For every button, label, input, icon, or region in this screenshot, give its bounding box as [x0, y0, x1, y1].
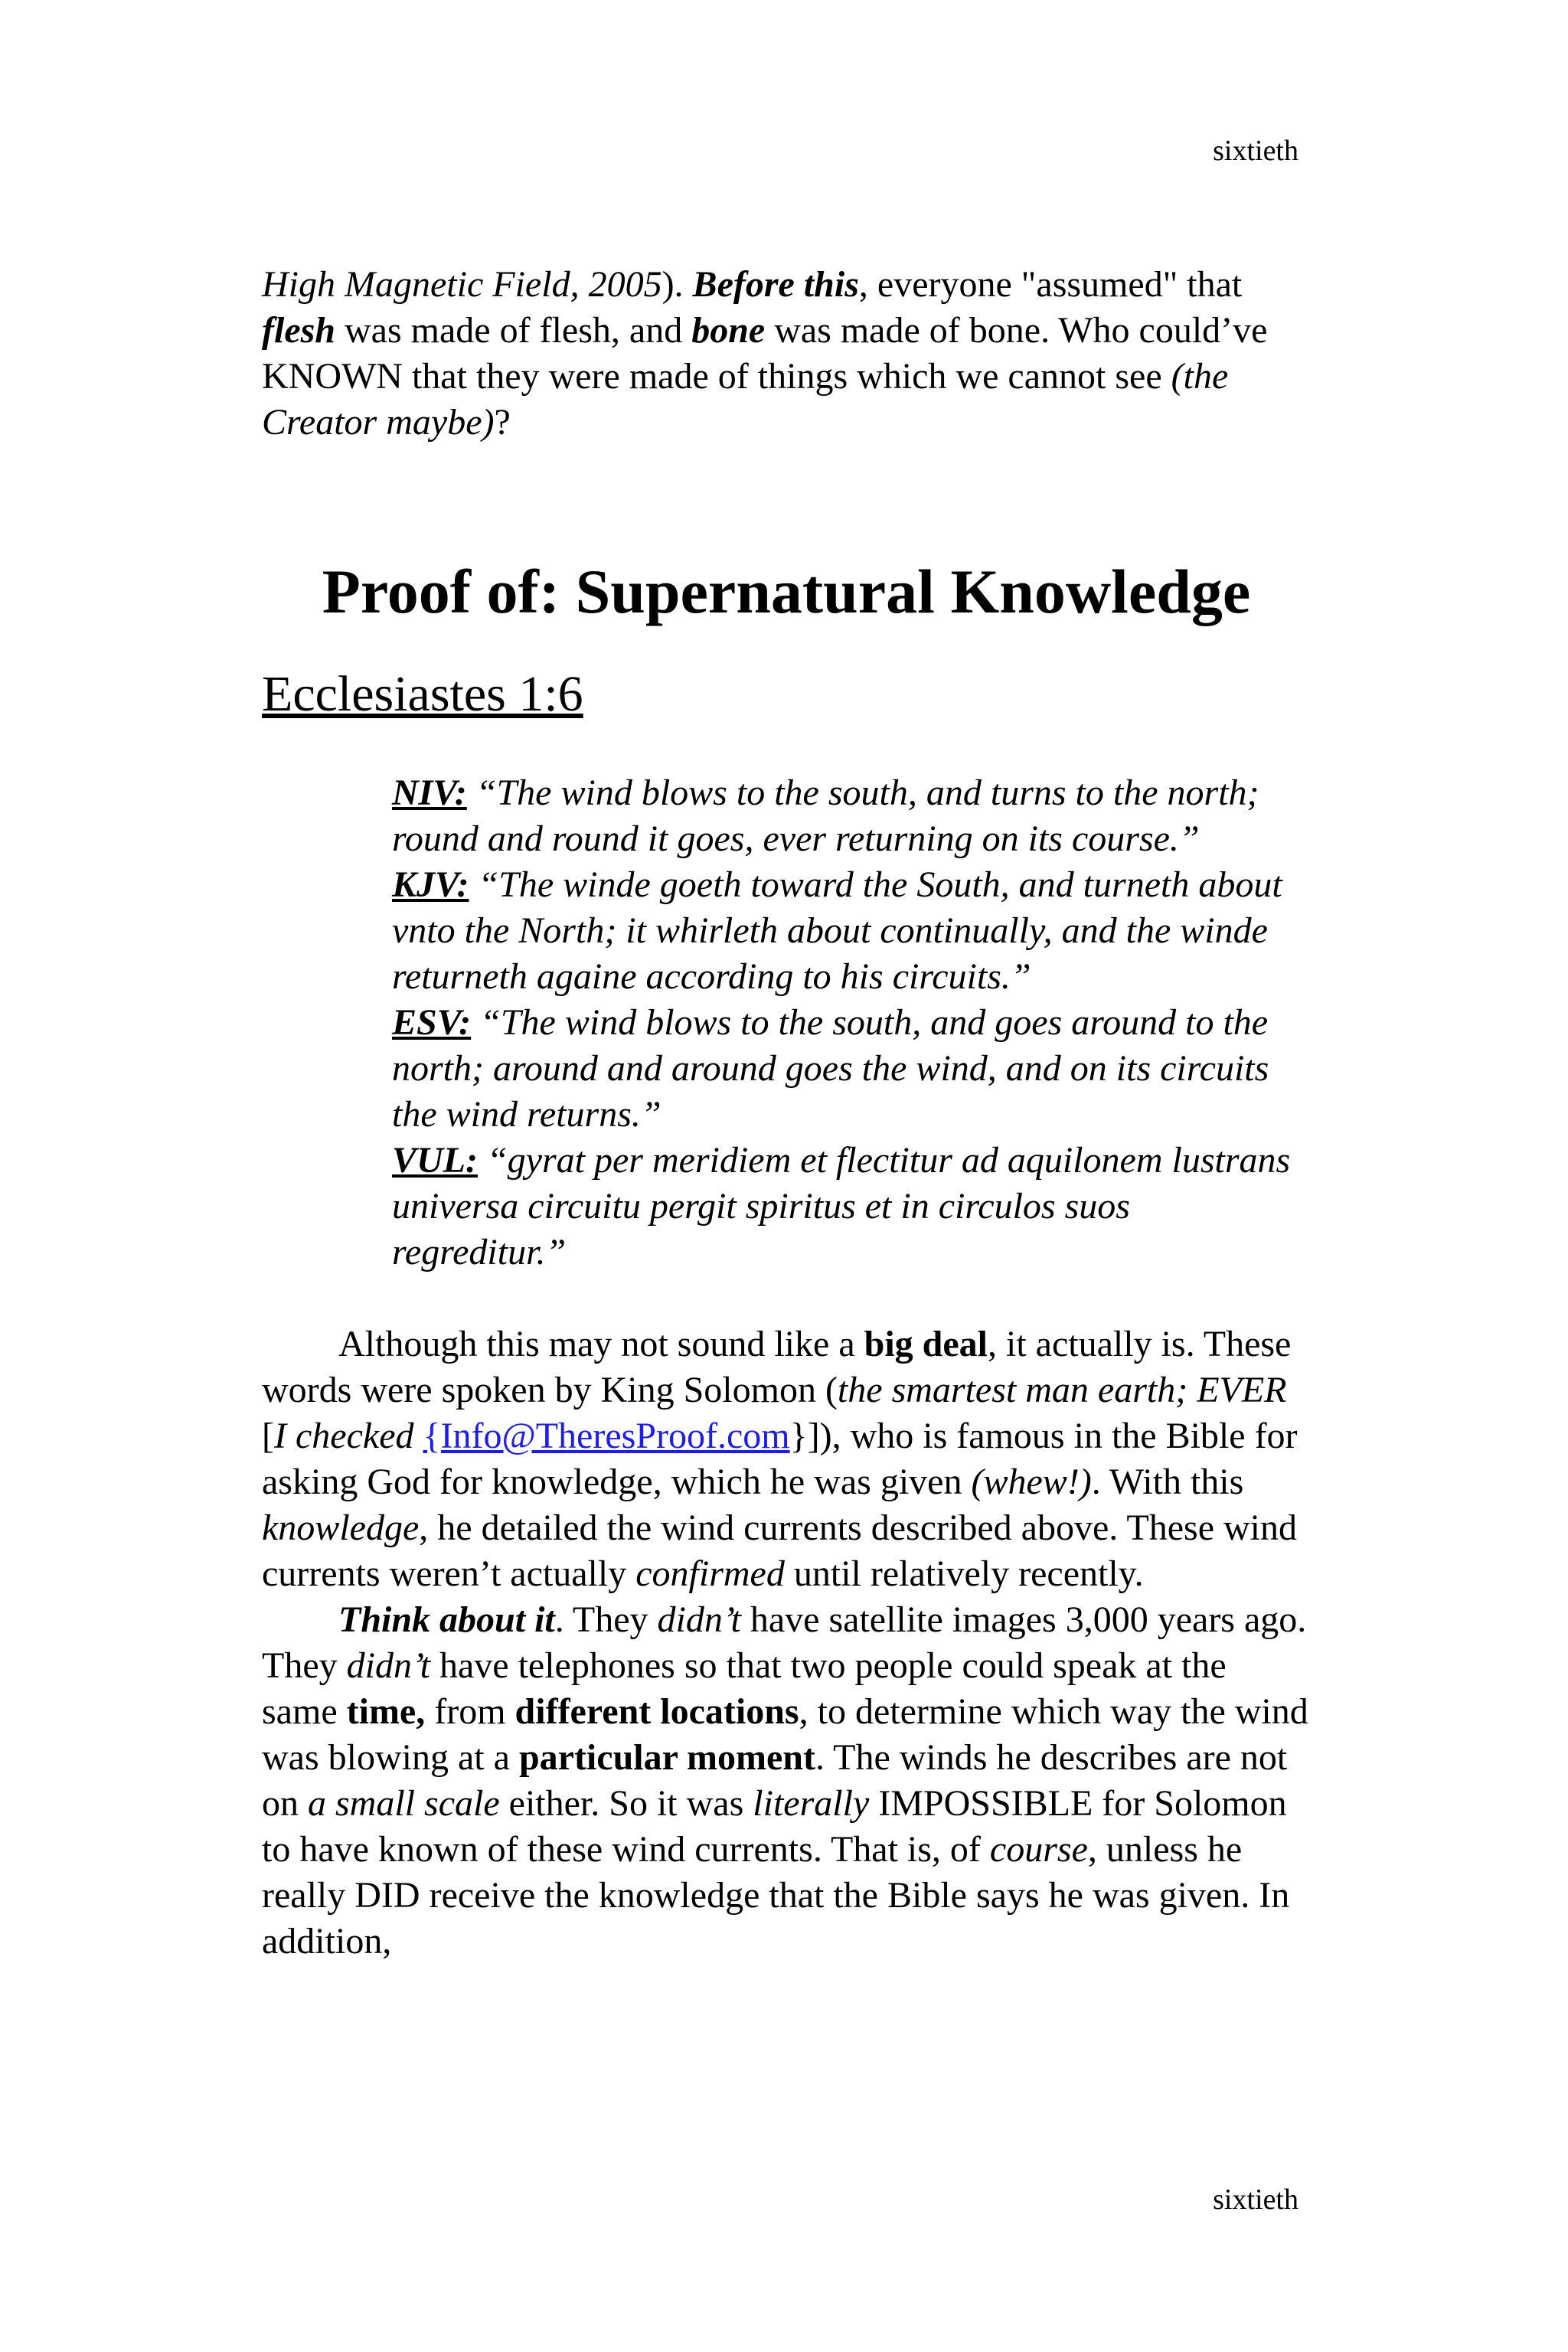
text-run: was made of flesh, and [335, 310, 692, 351]
page-content [262, 262, 1311, 1965]
quote-text: “The wind blows to the south, and turns to the north; round and round it goes, ever returning on its course.” [392, 773, 1259, 859]
text-run: flesh [262, 310, 335, 351]
text-run: the smartest man earth; EVER [837, 1370, 1287, 1410]
quote-niv [392, 770, 1311, 862]
quote-version-label: KJV: [392, 864, 469, 905]
section-title: Proof of: Supernatural Knowledge [322, 557, 1251, 626]
text-run: Before this [692, 264, 859, 305]
text-run: course [989, 1829, 1088, 1870]
text-run: was made of bone. Who could’ve KNOWN that they were made of things which we cannot see [262, 310, 1268, 397]
text-run: (whew!) [971, 1462, 1092, 1502]
quote-version-label: NIV: [392, 773, 467, 813]
text-run: I checked [273, 1416, 423, 1456]
verse-reference: Ecclesiastes 1:6 [262, 666, 583, 722]
text-run: IMPOSSIBLE for Solomon to have known of these wind currents. That is, of [262, 1783, 1287, 1870]
text-run: ? [494, 402, 511, 443]
body-paragraph-2 [262, 1597, 1311, 1965]
intro-paragraph [262, 262, 1311, 446]
text-run: (the Creator maybe) [262, 356, 1229, 443]
quote-vul [392, 1138, 1311, 1276]
text-run: bone [691, 310, 766, 351]
page-header: sixtieth [1213, 135, 1298, 167]
text-run: , he detailed the wind currents described above. These wind currents weren’t actually [262, 1508, 1297, 1594]
text-run: ). [662, 264, 693, 305]
text-run: from [425, 1691, 515, 1732]
text-run: , everyone "assumed" that [858, 264, 1243, 305]
text-run: Although this may not sound like a [338, 1324, 864, 1364]
text-run: confirmed [635, 1553, 785, 1594]
quote-text: “The wind blows to the south, and goes around to the north; around and around goes the wind, and on its circuits the wind returns.” [392, 1002, 1269, 1135]
text-run: either. So it was [499, 1783, 753, 1824]
text-run: have satellite images 3,000 years ago. They [262, 1599, 1307, 1686]
text-run: big deal [864, 1324, 988, 1364]
text-run: [ [262, 1416, 274, 1456]
quote-kjv [392, 862, 1311, 1000]
verse-quotes [392, 770, 1311, 1276]
text-run: . With this [1091, 1462, 1244, 1502]
body-paragraph-1 [262, 1321, 1311, 1597]
text-run: didn’t [346, 1645, 430, 1686]
email-link[interactable]: {Info@TheresProof.com [423, 1416, 790, 1456]
quote-esv [392, 1000, 1311, 1138]
quote-version-label: ESV: [392, 1002, 472, 1043]
text-run: . They [554, 1599, 658, 1640]
text-run: time, [346, 1691, 426, 1732]
quote-version-label: VUL: [392, 1140, 478, 1181]
text-run: particular moment [518, 1737, 815, 1778]
text-run: literally [753, 1783, 870, 1824]
text-run: Think about it [338, 1599, 555, 1640]
text-run: different locations [514, 1691, 799, 1732]
text-run: . The winds he describes are not on [262, 1737, 1288, 1824]
text-run: , to determine which way the wind was blowing at a [262, 1691, 1308, 1778]
page-footer: sixtieth [1213, 2184, 1298, 2216]
text-run: didn’t [657, 1599, 741, 1640]
text-run: High Magnetic Field, 2005 [262, 264, 662, 305]
text-run: have telephones so that two people could speak at the same [262, 1645, 1227, 1732]
quote-text: “The winde goeth toward the South, and turneth about vnto the North; it whirleth about continually, and the winde returneth againe according to his circuits.” [392, 864, 1282, 997]
text-run: , unless he really DID receive the knowledge that the Bible says he was given. In addition, [262, 1829, 1290, 1962]
text-run: a small scale [308, 1783, 500, 1824]
text-run: }]), who is famous in the Bible for asking God for knowledge, which he was given [262, 1416, 1298, 1502]
quote-text: “gyrat per meridiem et flectitur ad aquilonem lustrans universa circuitu pergit spiritus et in circulos suos regreditur.” [392, 1140, 1291, 1272]
text-run: , it actually is. These words were spoken by King Solomon ( [262, 1324, 1292, 1410]
text-run: until relatively recently. [784, 1553, 1144, 1594]
text-run: knowledge [262, 1508, 420, 1548]
